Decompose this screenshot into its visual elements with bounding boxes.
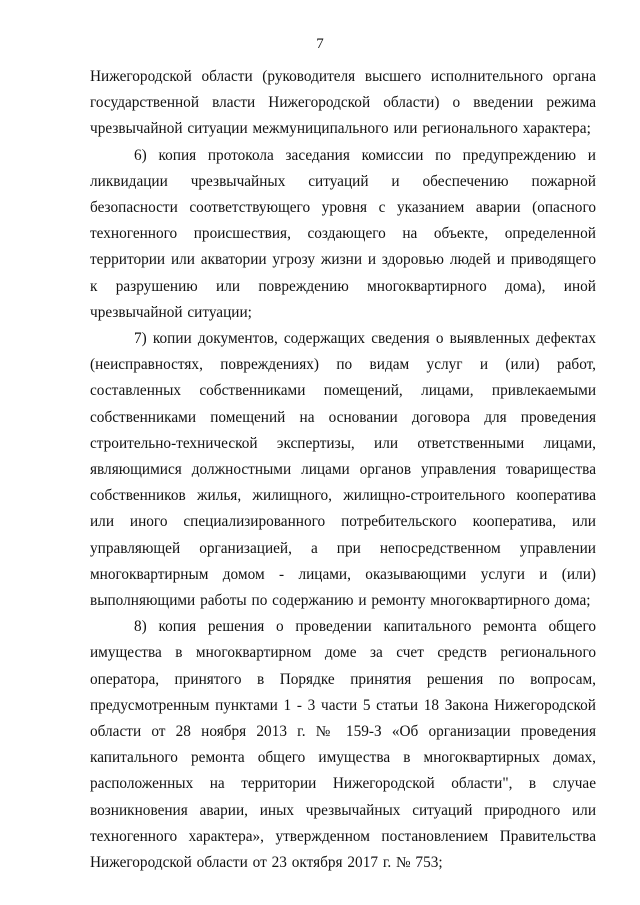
paragraph-item-7: 7) копии документов, содержащих сведения о выявленных дефектах (неисправностях, повреждениях) по видам услуг и (или) работ, составленных собственниками помещений, лицами, привлекаемыми собственниками помещений на основании договора для проведения строительно-технической экспертизы, или ответственными лицами, являющимися должностными лицами органов управления товарищества собственников жилья, жилищного, жилищно-строительного кооператива или иного специализированного потребительского кооператива, или управляющей организацией, а при непосредственном управлении многоквартирным домом - лицами, оказывающими услуги и (или) выполняющими работы по содержанию и ремонту многоквартирного дома;: [90, 330, 596, 610]
document-body: [90, 64, 596, 876]
page-number: 7: [316, 36, 324, 52]
paragraph-continuation: Нижегородской области (руководителя высшего исполнительного органа государственной власти Нижегородской области) о введении режима чрезвычайной ситуации межмуниципального или регионального характера;: [90, 68, 596, 138]
paragraph-item-6: 6) копия протокола заседания комиссии по предупреждению и ликвидации чрезвычайных ситуаций и обеспечению пожарной безопасности соответствующего уровня с указанием аварии (опасного техногенного происшествия, создающего на объекте, определенной территории или акватории угрозу жизни и здоровью людей и приводящего к разрушению или повреждению многоквартирного дома), иной чрезвычайной ситуации;: [90, 146, 596, 321]
paragraph-item-8: 8) копия решения о проведении капитального ремонта общего имущества в многоквартирном доме за счет средств регионального оператора, принятого в Порядке принятия решения по вопросам, предусмотренным пунктами 1 - 3 части 5 статьи 18 Закона Нижегородской области от 28 ноября 2013 г. № 159-З «Об организации проведения капитального ремонта общего имущества в многоквартирных домах, расположенных на территории Нижегородской области", в случае возникновения аварии, иных чрезвычайных ситуаций природного или техногенного характера», утвержденном постановлением Правительства Нижегородской области от 23 октября 2017 г. № 753;: [90, 618, 596, 872]
